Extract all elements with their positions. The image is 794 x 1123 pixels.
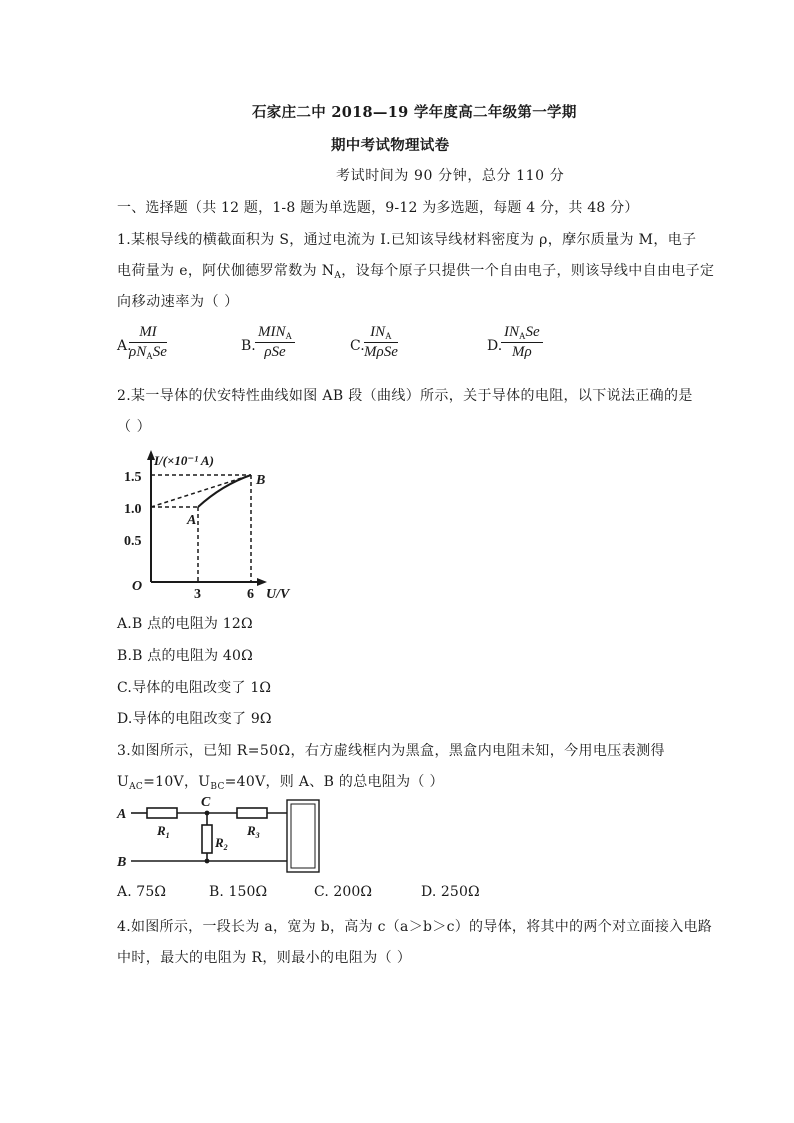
q1-option-d-den: Mρ bbox=[511, 344, 532, 360]
q2-option-b: B.B 点的电阻为 40Ω bbox=[117, 648, 253, 664]
x-axis-label: U/V bbox=[266, 587, 290, 602]
q3-text-line2: $U_{AC}=10V$，$U_{BC}=40V$，则 A、B 的总电阻为（ ） bbox=[117, 774, 444, 792]
q2-option-c: C.导体的电阻改变了 1Ω bbox=[117, 680, 272, 696]
exam-info: 考试时间为 90 分钟，总分 110 分 bbox=[336, 168, 565, 184]
q1-option-b-den: ρSe bbox=[264, 344, 286, 360]
x-tick-label: 3 bbox=[194, 587, 201, 602]
q1-option-a-label: A. bbox=[117, 338, 132, 354]
q1-option-d-num: $IN_ASe$ bbox=[501, 324, 543, 343]
q2-option-d: D.导体的电阻改变了 9Ω bbox=[117, 711, 272, 727]
node-bottom-dot bbox=[205, 859, 210, 864]
r3-label: $R_3$ bbox=[247, 823, 260, 840]
q1-option-c-num: $IN_A$ bbox=[364, 324, 398, 343]
node-c-label: C bbox=[201, 795, 211, 810]
q1-option-b-label: B. bbox=[241, 338, 256, 354]
y-tick-label: 1.0 bbox=[124, 502, 142, 517]
q1-line2-start: 电荷量为 e，阿伏伽德罗常数为 N bbox=[117, 263, 335, 279]
resistor-r2 bbox=[202, 825, 212, 853]
q1-text-line3: 向移动速率为（ ） bbox=[117, 294, 239, 310]
circuit-diagram bbox=[113, 795, 333, 875]
node-a-label: A bbox=[117, 807, 127, 822]
iv-characteristic-graph bbox=[110, 445, 310, 605]
point-b-label: B bbox=[256, 473, 266, 488]
q1-option-c-formula bbox=[364, 324, 398, 361]
point-a-label: A bbox=[187, 513, 197, 528]
node-c-dot bbox=[205, 811, 210, 816]
q4-text-line1: 4.如图所示，一段长为 a，宽为 b，高为 c（a＞b＞c）的导体，将其中的两个对立面接入电路 bbox=[117, 919, 713, 935]
ab-curve bbox=[198, 475, 251, 507]
tangent-line bbox=[151, 475, 251, 507]
q3-option-b: B. 150Ω bbox=[209, 884, 268, 900]
q1-text-line1: 1.某根导线的横截面积为 S，通过电流为 I.已知该导线材料密度为 ρ，摩尔质量为 M，电子 bbox=[117, 232, 697, 248]
q1-line2-sub: A bbox=[334, 271, 342, 281]
black-box-inner bbox=[291, 804, 315, 868]
q1-option-c-label: C. bbox=[350, 338, 365, 354]
x-axis-arrow-icon bbox=[257, 578, 267, 586]
q2-option-a: A.B 点的电阻为 12Ω bbox=[117, 616, 253, 632]
q1-line2-end: ，设每个原子只提供一个自由电子，则该导线中自由电子定 bbox=[341, 263, 715, 279]
r2-label: $R_2$ bbox=[215, 835, 228, 852]
exam-title: 石家庄二中 2018—19 学年度高二年级第一学期 bbox=[252, 104, 577, 121]
y-tick-label: 0.5 bbox=[124, 534, 142, 549]
q1-option-b-formula bbox=[255, 324, 295, 361]
y-tick-label: 1.5 bbox=[124, 470, 142, 485]
r1-label: $R_1$ bbox=[157, 823, 170, 840]
resistor-r3 bbox=[237, 808, 267, 818]
origin-label: O bbox=[132, 579, 143, 594]
q1-option-d-formula bbox=[501, 324, 543, 361]
black-box bbox=[287, 800, 319, 872]
q4-text-line2: 中时，最大的电阻为 R，则最小的电阻为（ ） bbox=[117, 950, 412, 966]
y-axis-label: I/(×10⁻¹ A) bbox=[154, 453, 214, 468]
q1-text-line2 bbox=[117, 260, 714, 281]
q2-text-line2: （ ） bbox=[117, 419, 152, 435]
q1-option-a-num: MI bbox=[129, 324, 167, 343]
q1-option-b-num: $MIN_A$ bbox=[255, 324, 295, 343]
q3-option-c: C. 200Ω bbox=[314, 884, 373, 900]
x-tick-label: 6 bbox=[247, 587, 254, 602]
node-b-label: B bbox=[117, 855, 127, 870]
q1-option-a-formula bbox=[129, 324, 167, 361]
q1-option-c-den: MρSe bbox=[364, 344, 398, 360]
q3-option-a: A. 75Ω bbox=[117, 884, 167, 900]
q1-option-d-label: D. bbox=[487, 338, 503, 354]
resistor-r1 bbox=[147, 808, 177, 818]
q2-text-line1: 2.某一导体的伏安特性曲线如图 AB 段（曲线）所示，关于导体的电阻，以下说法正确的是 bbox=[117, 388, 693, 404]
q3-option-d: D. 250Ω bbox=[421, 884, 480, 900]
q3-text-line1: 3.如图所示，已知 R=50Ω，右方虚线框内为黑盒，黑盒内电阻未知，今用电压表测得 bbox=[117, 743, 665, 759]
q1-option-a-den: $\rho N_ASe$ bbox=[129, 344, 167, 361]
section-heading: 一、选择题（共 12 题，1-8 题为单选题，9-12 为多选题，每题 4 分，共 48 分） bbox=[117, 200, 639, 216]
exam-subtitle: 期中考试物理试卷 bbox=[331, 137, 450, 154]
